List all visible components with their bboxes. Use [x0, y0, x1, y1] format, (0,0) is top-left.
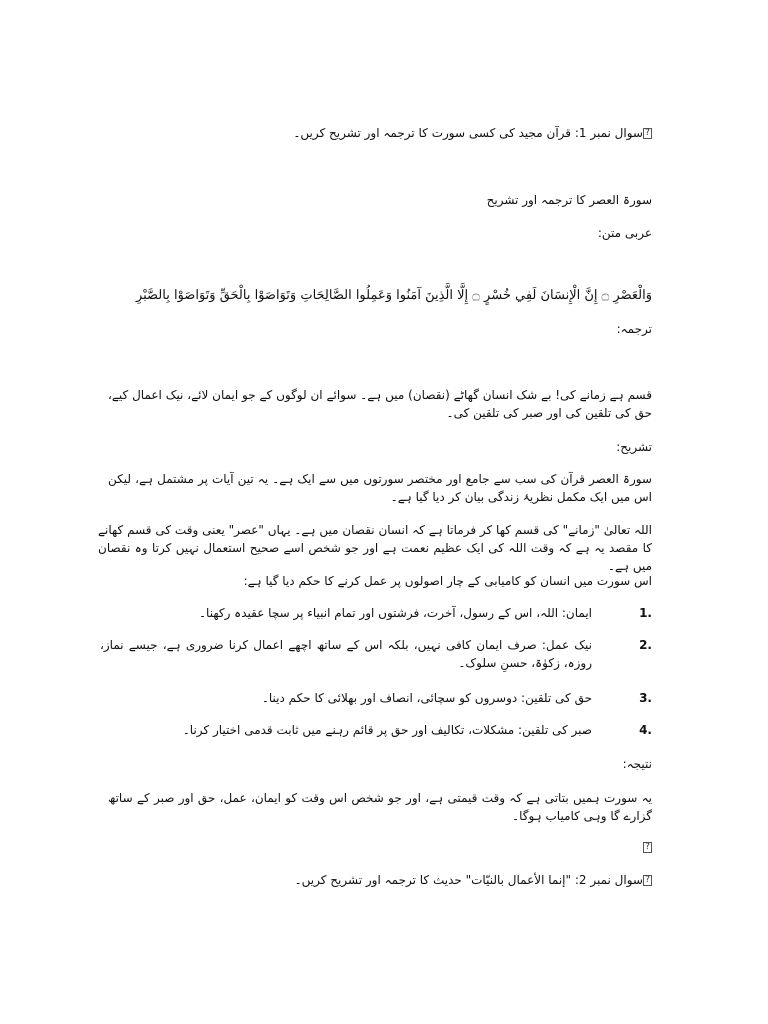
separator-marker	[643, 838, 652, 856]
list-item	[100, 604, 652, 622]
explanation-label: تشریح:	[616, 440, 652, 454]
list-number: 3.	[639, 691, 652, 705]
list-number: 2.	[639, 638, 652, 652]
missing-glyph-icon: ?	[643, 128, 652, 139]
translation-paragraph: قسم ہے زمانے کی! بے شک انسان گھاٹے (نقصان) میں ہے۔ سوائے ان لوگوں کے جو ایمان لائے، نیک اعمال کیے، حق کی تلقین کی اور صبر کی تلقین کی۔	[108, 388, 652, 420]
list-text: حق کی تلقین: دوسروں کو سچائی، انصاف اور بھلائی کا حکم دینا۔	[261, 691, 592, 705]
list-number: 1.	[639, 606, 652, 620]
explanation-paragraph-1: سورۃ العصر قرآن کی سب سے جامع اور مختصر سورتوں میں سے ایک ہے۔ یہ تین آیات پر مشتمل ہے، لیکن اس میں ایک مکمل نظریۂ زندگی بیان کر دیا گیا ہے۔	[108, 472, 652, 504]
translation-label: ترجمہ:	[616, 322, 652, 336]
question-2	[295, 871, 652, 889]
list-item	[100, 689, 652, 707]
list-item	[100, 721, 652, 739]
missing-glyph-icon: ?	[643, 842, 652, 853]
arabic-label: عربی متن:	[597, 226, 652, 240]
explanation-paragraph-2: اللہ تعالیٰ "زمانے" کی قسم کھا کر فرماتا ہے کہ انسان نقصان میں ہے۔ یہاں "عصر" یعنی وقت کی قسم کھانے کا مقصد یہ ہے کہ وقت اللہ کی ایک عظیم نعمت ہے اور جو شخص اسے صحیح استعمال نہیں کرتا وہ نقصان میں ہے۔	[98, 523, 652, 573]
question-1	[293, 124, 652, 142]
result-paragraph: یہ سورت ہمیں بتاتی ہے کہ وقت قیمتی ہے، اور جو شخص اس وقت کو ایمان، عمل، حق اور صبر کے ساتھ گزارے گا وہی کامیاب ہوگا۔	[108, 791, 652, 823]
list-text: ایمان: اللہ، اس کے رسول، آخرت، فرشتوں اور تمام انبیاء پر سچا عقیدہ رکھنا۔	[199, 606, 592, 620]
result-label: نتیجہ:	[622, 757, 652, 771]
principles-intro: اس سورت میں انسان کو کامیابی کے چار اصولوں پر عمل کرنے کا حکم دیا گیا ہے:	[243, 574, 652, 588]
list-text: نیک عمل: صرف ایمان کافی نہیں، بلکہ اس کے ساتھ اچھے اعمال کرنا ضروری ہے، جیسے نماز، روزہ، زکوٰۃ، حسنِ سلوک۔	[100, 638, 592, 670]
question-1-text: سوال نمبر 1: قرآن مجید کی کسی سورت کا ترجمہ اور تشریح کریں۔	[293, 126, 643, 140]
arabic-verse: وَالْعَصْرِ ۝ إِنَّ الْإِنسَانَ لَفِي خُسْرٍ ۝ إِلَّا الَّذِينَ آمَنُوا وَعَمِلُوا الصَّالِحَاتِ وَتَوَاصَوْا بِالْحَقِّ وَتَوَاصَوْا بِالصَّبْرِ	[135, 288, 652, 303]
question-2-text: سوال نمبر 2: "إنما الأعمال بالنيّات" حدیث کا ترجمہ اور تشریح کریں۔	[294, 873, 643, 887]
list-number: 4.	[639, 723, 652, 737]
list-item	[100, 636, 652, 672]
section-heading: سورۃ العصر کا ترجمہ اور تشریح	[486, 193, 652, 207]
missing-glyph-icon: ?	[643, 875, 652, 886]
list-text: صبر کی تلقین: مشکلات، تکالیف اور حق پر قائم رہنے میں ثابت قدمی اختیار کرنا۔	[182, 723, 592, 737]
